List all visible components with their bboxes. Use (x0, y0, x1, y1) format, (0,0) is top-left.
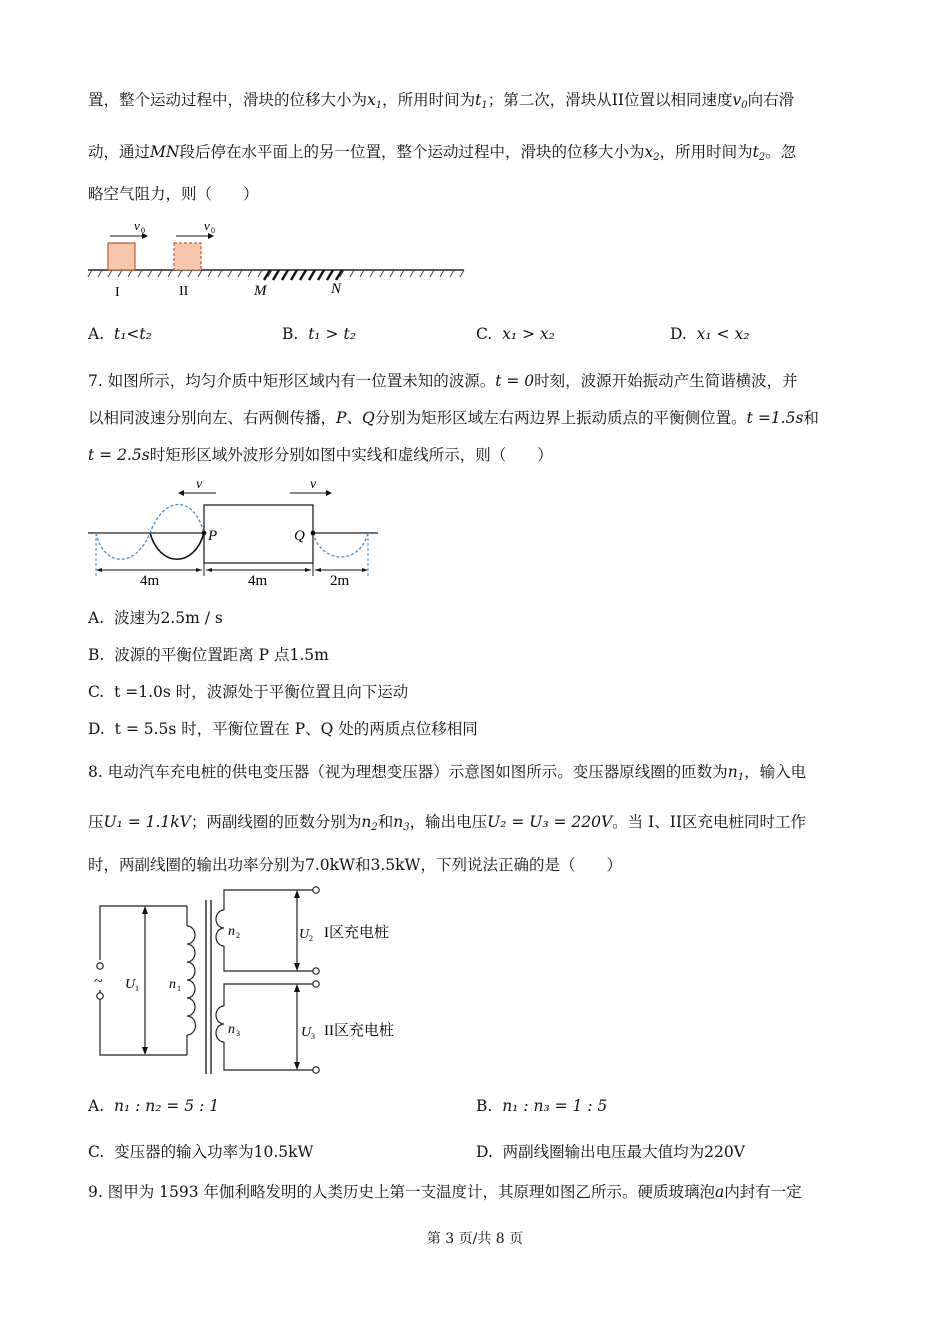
q6-figure (84, 216, 474, 306)
zone-1-label: I区充电桩 (324, 925, 389, 941)
distance-middle: 4m (248, 573, 268, 589)
secondary-coil-2 (216, 1006, 224, 1042)
v0-label-2: v (204, 218, 210, 233)
q6-option-d[interactable]: D. x₁ < x₂ (670, 325, 750, 343)
n3-label: n (228, 1022, 235, 1037)
q6-line-3: 略空气阻力，则（ ） (88, 185, 259, 203)
ac-source-symbol: ~ (94, 973, 103, 990)
q7-line-1: 7. 如图所示，均匀介质中矩形区域内有一位置未知的波源。t = 0时刻，波源开始振动产生简谐横波，并 (88, 372, 798, 390)
label-N: N (331, 281, 342, 297)
q7-option-c[interactable]: C. t =1.0s 时，波源处于平衡位置且向下运动 (88, 683, 409, 701)
t2-symbol: $t_2$ (752, 143, 766, 163)
q6-line-1: 置，整个运动过程中，滑块的位移大小为$x_1$，所用时间为$t_1$；第二次，滑块从II位置以相同速度$v_0$向右滑 (88, 91, 795, 111)
n3-symbol: $n_3$ (393, 813, 410, 833)
point-p-label: P (208, 528, 218, 544)
q8-option-c[interactable]: C. 变压器的输入功率为10.5kW (88, 1143, 314, 1161)
v0-label-1: v (134, 218, 140, 233)
rough-section-mn (264, 270, 342, 280)
svg-text:1: 1 (177, 984, 181, 993)
point-q-label: Q (294, 528, 305, 544)
q8-line-3: 时，两副线圈的输出功率分别为7.0kW和3.5kW，下列说法正确的是（ ） (88, 856, 623, 874)
q8-line-1: 8. 电动汽车充电桩的供电变压器（视为理想变压器）示意图如图所示。变压器原线圈的匝数为$n_1$，输入电 (88, 763, 807, 783)
dashed-waveform-left (96, 505, 204, 560)
q8-figure (88, 880, 418, 1080)
zone-2-label: II区充电桩 (324, 1023, 394, 1039)
secondary-coil-1 (216, 910, 224, 946)
primary-coil (187, 926, 195, 1035)
q6-option-b[interactable]: B. t₁ > t₂ (282, 325, 356, 343)
svg-text:3: 3 (236, 1029, 240, 1038)
u2-label: U (299, 927, 310, 942)
q8-option-b[interactable]: B. n₁ : n₃ = 1 : 5 (476, 1097, 608, 1115)
distance-right: 2m (330, 573, 350, 589)
svg-text:2: 2 (236, 931, 240, 940)
n2-symbol: $n_2$ (361, 813, 378, 833)
distance-left: 4m (140, 573, 160, 589)
svg-text:0: 0 (141, 226, 145, 235)
svg-text:0: 0 (211, 226, 215, 235)
solid-waveform (150, 533, 204, 559)
n2-label: n (228, 924, 235, 939)
label-II: II (179, 284, 189, 299)
block-position-1 (108, 243, 135, 270)
q7-option-b[interactable]: B. 波源的平衡位置距离 P 点1.5m (88, 646, 329, 664)
n1-symbol: $n_1$ (727, 763, 745, 783)
n1-label: n (169, 977, 176, 992)
x1-symbol: $x_1$ (367, 91, 383, 111)
q7-figure (84, 472, 384, 594)
q7-line-2: 以相同波速分别向左、右两侧传播，P、Q分别为矩形区域左右两边界上振动质点的平衡侧位置。t =1.5s和 (88, 409, 819, 427)
u1-label: U (125, 977, 136, 992)
q6-option-c[interactable]: C. x₁ > x₂ (476, 325, 555, 343)
q7-option-a[interactable]: A. 波速为2.5m / s (88, 609, 223, 627)
q8-line-2: 压U₁ = 1.1kV；两副线圈的匝数分别为$n_2$和$n_3$，输出电压U₂ = U₃ = 220V。当 I、II区充电桩同时工作 (88, 813, 806, 833)
v0-symbol: $v_0$ (732, 91, 748, 111)
q8-option-d[interactable]: D. 两副线圈输出电压最大值均为220V (476, 1143, 745, 1161)
q8-option-a[interactable]: A. n₁ : n₂ = 5 : 1 (88, 1097, 220, 1115)
q6-line-2: 动，通过MN段后停在水平面上的另一位置，整个运动过程中，滑块的位移大小为$x_2$，所用时间为$t_2$。忽 (88, 143, 797, 163)
u3-label: U (301, 1025, 312, 1040)
q6-option-a[interactable]: A. t₁<t₂ (88, 325, 152, 343)
q9-line-1: 9. 图甲为 1593 年伽利略发明的人类历史上第一支温度计，其原理如图乙所示。硬质玻璃泡a内封有一定 (88, 1183, 802, 1201)
x2-symbol: $x_2$ (644, 143, 660, 163)
svg-text:2: 2 (309, 934, 313, 943)
block-position-2 (174, 243, 201, 270)
q7-option-d[interactable]: D. t = 5.5s 时，平衡位置在 P、Q 处的两质点位移相同 (88, 720, 478, 738)
q7-line-3: t = 2.5s时矩形区域外波形分别如图中实线和虚线所示，则（ ） (88, 446, 553, 464)
label-I: I (115, 285, 120, 300)
v-right-label: v (310, 477, 317, 492)
page-footer: 第 3 页/共 8 页 (426, 1231, 524, 1247)
svg-text:3: 3 (311, 1032, 315, 1041)
svg-text:1: 1 (135, 984, 139, 993)
t1-symbol: $t_1$ (475, 91, 488, 111)
label-M: M (254, 283, 267, 299)
dashed-waveform-right (313, 533, 368, 557)
v-left-label: v (196, 477, 203, 492)
